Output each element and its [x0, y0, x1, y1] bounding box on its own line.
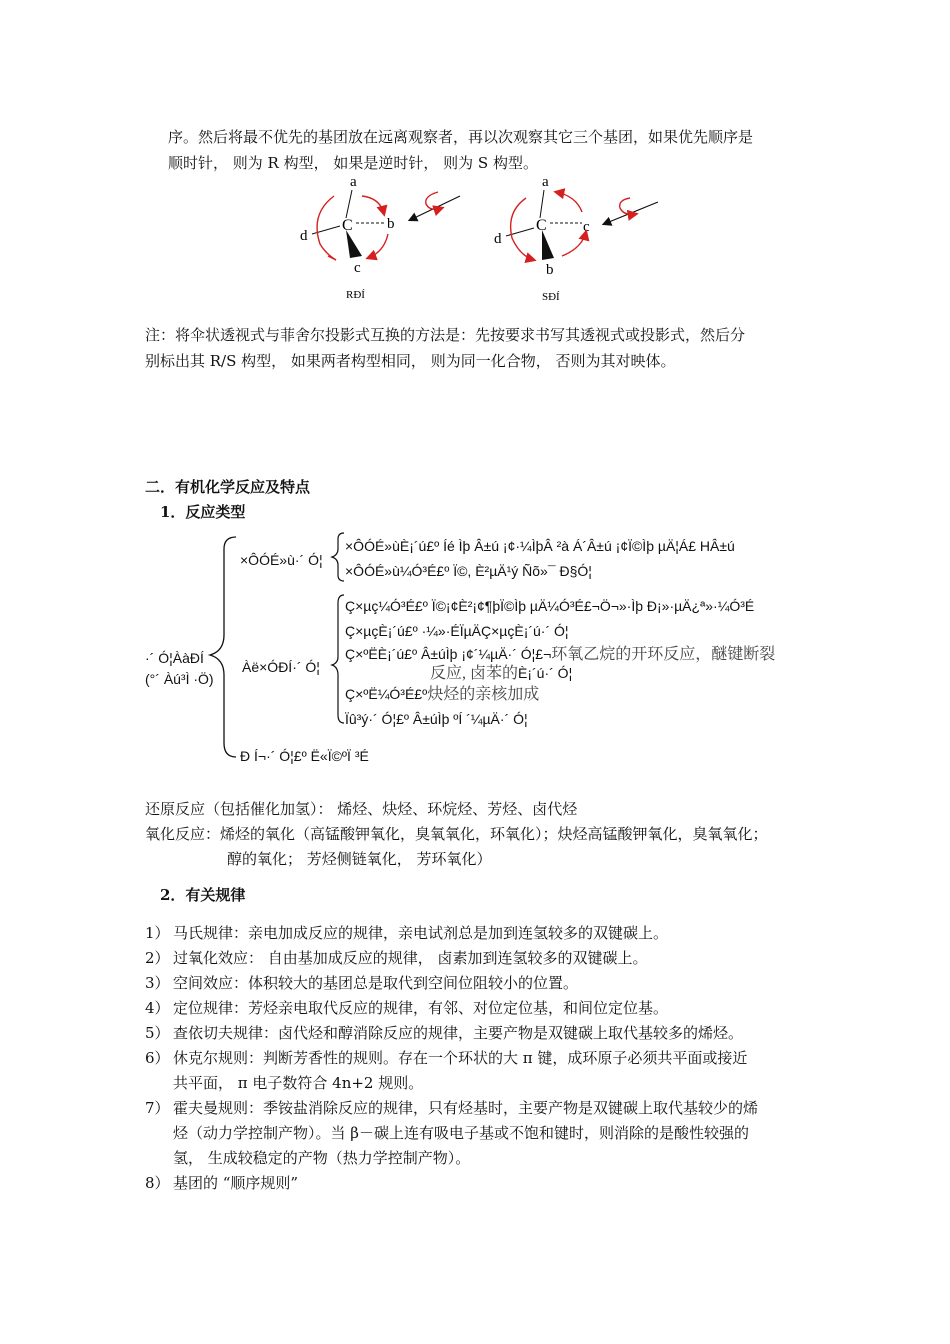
tree-ionic-item-1: Ç×µç¼Ó³É£º Ï©¡¢È²¡¢¶þÏ©Ìþ µÄ¼Ó³É£¬Ö¬»·Ìþ Ð¡»·µÄ¿ª»·¼Ó³É [345, 598, 755, 614]
s-label-a: a [542, 174, 549, 190]
rule-text: 定位规律：芳烃亲电取代反应的规律，有邻、对位定位基，和间位定位基。 [173, 999, 669, 1017]
s-caption: SÐÍ [542, 291, 560, 303]
rule-number: 7） [145, 1099, 170, 1117]
r-label-d: d [300, 228, 308, 244]
tree-ionic-item-3-garbled: Ç×ºËÈ¡´ú£º Â±úÌþ ¡¢´¼µÄ·´ Ó¦£¬ [345, 646, 552, 662]
intro-line-1: 序。然后将最不优先的基团放在远离观察者，再以次观察其它三个基团，如果优先顺序是 [168, 128, 754, 146]
rule-text: 查依切夫规律：卤代烃和醇消除反应的规律，主要产物是双键碳上取代基较多的烯烃。 [173, 1024, 744, 1042]
s-configuration-diagram [494, 174, 658, 303]
configuration-diagrams [280, 168, 700, 308]
rule-number: 8） [145, 1174, 170, 1192]
rule-number: 4） [145, 999, 170, 1017]
oxidation-reactions-line-2: 醇的氧化； 芳烃侧链氧化， 芳环氧化） [227, 850, 492, 868]
tree-ionic-item-3-clear: 环氧乙烷的开环反应，醚键断裂 [551, 646, 776, 663]
r-label-a: a [350, 174, 357, 190]
r-carbon: C [342, 217, 353, 234]
s-arrow-b-to-c [562, 232, 586, 256]
r-rotation-icon [426, 192, 442, 209]
tree-ionic-item-4-clear: 炔烃的亲核加成 [427, 686, 540, 703]
subsection-related-rules: 2．有关规律 [160, 886, 246, 904]
rule-text: 过氧化效应： 自由基加成反应的规律， 卤素加到连氢较多的双键碳上。 [173, 949, 648, 967]
rule-number: 3） [145, 974, 170, 992]
s-label-d: d [494, 231, 502, 247]
s-wedge-bond [542, 230, 554, 260]
r-arrow-b-to-c [368, 234, 388, 258]
s-arrow-c-to-a [556, 192, 582, 212]
tree-ionic-item-4-garbled: Ç×ºË¼Ó³É£º [345, 686, 428, 702]
s-carbon: C [536, 217, 547, 234]
s-label-c: c [583, 219, 590, 235]
rule-number: 5） [145, 1024, 170, 1042]
tree-branch-ionic: Àë×ÓÐÍ·´ Ó¦ [242, 659, 320, 675]
rule-text-continued: 烃（动力学控制产物）。当 β－碳上连有吸电子基或不饱和键时，则消除的是酸性较强的 [173, 1124, 749, 1142]
r-caption: RÐÍ [346, 289, 365, 301]
rule-number: 1） [145, 924, 170, 942]
tree-ionic-item-3-cont-garbled: È¡´ú·´ Ó¦ [518, 665, 573, 681]
tree-root-line-1: ·´ Ó¦ÀàÐÍ [145, 650, 204, 666]
r-viewer-arrow [410, 196, 460, 220]
tree-ionic-item-2: Ç×µçÈ¡´ú£º ·¼»·ÉÏµÄÇ×µçÈ¡´ú·´ Ó¦ [345, 623, 569, 639]
rule-text: 霍夫曼规则：季铵盐消除反应的规律，只有烃基时，主要产物是双键碳上取代基较少的烯 [173, 1099, 759, 1117]
reduction-reactions: 还原反应（包括催化加氢）： 烯烃、炔烃、环烷烃、芳烃、卤代烃 [145, 800, 578, 818]
note-line-2: 别标出其 R/S 构型， 如果两者构型相同， 则为同一化合物， 否则为其对映体。 [145, 352, 676, 370]
rule-text: 休克尔规则：判断芳香性的规则。存在一个环状的大 π 键，成环原子必须共平面或接近 [173, 1049, 748, 1067]
r-wedge-bond [346, 230, 362, 258]
r-label-c: c [354, 260, 361, 276]
tree-ionic-item-3-cont: 反应, 卤苯的 [430, 665, 519, 682]
oxidation-reactions-line-1: 氧化反应：烯烃的氧化（高锰酸钾氧化，臭氧氧化，环氧化）；炔烃高锰酸钾氧化，臭氧氧化； [145, 825, 768, 843]
rule-text-continued: 共平面， π 电子数符合 4n+2 规则。 [173, 1074, 424, 1092]
tree-branch-concerted: Ð Í¬·´ Ó¦£º Ë«Ï©ºÏ ³É [240, 748, 369, 764]
rule-number: 2） [145, 949, 170, 967]
subsection-reaction-types: 1．反应类型 [160, 503, 246, 521]
s-label-b: b [546, 262, 554, 278]
tree-free-radical-item-2: ×ÔÓÉ»ù¼Ó³É£º Ï©, È²µÄ¹ý Ñõ»¯ Ð§Ó¦ [345, 563, 592, 579]
tree-ionic-item-4 [345, 683, 539, 706]
section-2-title: 二．有机化学反应及特点 [145, 478, 311, 496]
rule-number: 6） [145, 1049, 170, 1067]
rule-text: 空间效应：体积较大的基团总是取代到空间位阻较小的位置。 [173, 974, 579, 992]
r-configuration-diagram [300, 174, 460, 301]
note-line-1: 注：将伞状透视式与菲舍尔投影式互换的方法是：先按要求书写其透视式或投影式，然后分 [145, 326, 746, 344]
rule-text: 马氏规律：亲电加成反应的规律，亲电试剂总是加到连氢较多的双键碳上。 [173, 924, 669, 942]
tree-free-radical-item-1: ×ÔÓÉ»ùÈ¡´ú£º Íé Ìþ Â±ú ¡¢·¼ÌþÂ ²à Á´Â±ú ¡¢Ï©Ìþ µÄ¦Á£ HÂ±ú [345, 538, 735, 554]
r-label-b: b [387, 216, 395, 232]
tree-ionic-item-3-continued [430, 662, 572, 685]
tree-ionic-item-5: Ïû³ý·´ Ó¦£º Â±úÌþ ºÍ ´¼µÄ·´ Ó¦ [345, 711, 528, 727]
rule-text-continued: 氢， 生成较稳定的产物（热力学控制产物）。 [173, 1149, 471, 1167]
rule-text: 基团的 “顺序规则” [173, 1174, 299, 1192]
r-arrow-a-to-b [362, 196, 384, 214]
tree-branch-free-radical: ×ÔÓÉ»ù·´ Ó¦ [240, 552, 323, 568]
tree-root-line-2: (°´ Àú³Ì ·Ö) [145, 671, 214, 687]
s-viewer-arrow [604, 202, 658, 224]
intro-line-2: 顺时针， 则为 R 构型， 如果是逆时针， 则为 S 构型。 [168, 154, 538, 172]
